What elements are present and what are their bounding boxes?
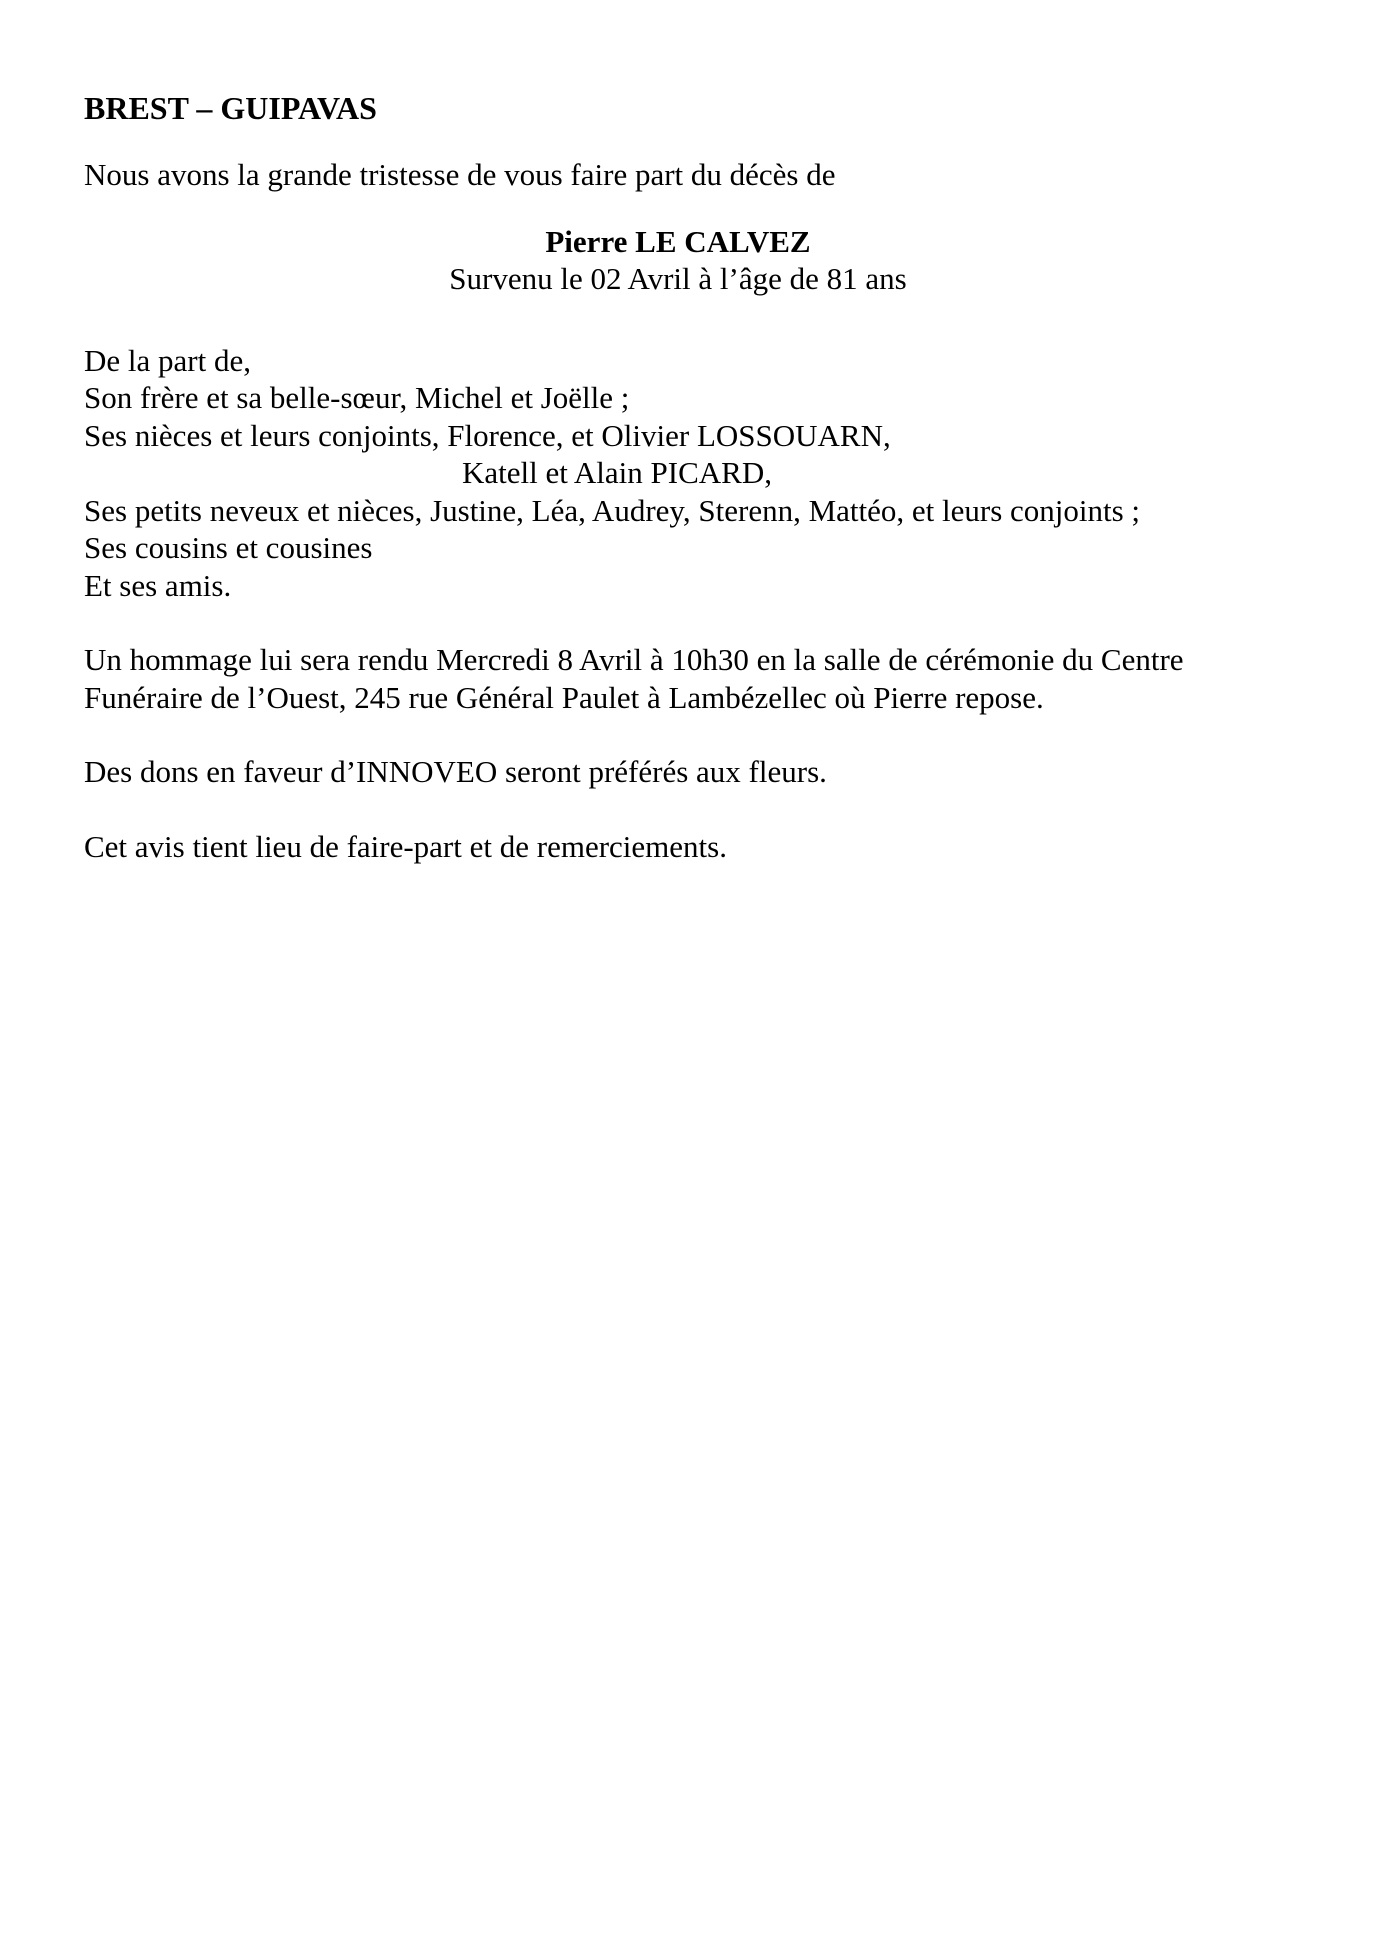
notice-title: BREST – GUIPAVAS [84, 90, 377, 126]
ceremony-paragraph [84, 641, 1294, 716]
family-line: Et ses amis. [84, 567, 232, 603]
family-line: Ses cousins et cousines [84, 530, 373, 565]
family-line: De la part de, [84, 342, 251, 378]
family-list [84, 342, 1294, 605]
ceremony-line: Un hommage lui sera rendu Mercredi 8 Avril à 10h30 en la salle de cérémonie du Centre [84, 642, 1184, 677]
family-line: Ses petits neveux et nièces, Justine, Léa, Audrey, Sterenn, Mattéo, et leurs conjoints ; [84, 492, 1141, 528]
family-line: Son frère et sa belle-sœur, Michel et Joëlle ; [84, 380, 630, 415]
deceased-block [84, 223, 1294, 298]
deceased-name: Pierre LE CALVEZ [545, 223, 811, 259]
closing-paragraph: Cet avis tient lieu de faire-part et de remerciements. [84, 828, 727, 864]
deceased-date: Survenu le 02 Avril à l’âge de 81 ans [449, 261, 907, 296]
family-line: Ses nièces et leurs conjoints, Florence, et Olivier LOSSOUARN, [84, 417, 891, 453]
obituary-notice [84, 88, 1294, 902]
ceremony-line: Funéraire de l’Ouest, 245 rue Général Paulet à Lambézellec où Pierre repose. [84, 679, 1044, 715]
intro-text: Nous avons la grande tristesse de vous faire part du décès de [84, 157, 836, 192]
donations-paragraph: Des dons en faveur d’INNOVEO seront préférés aux fleurs. [84, 754, 827, 789]
family-line: Katell et Alain PICARD, [462, 455, 772, 490]
